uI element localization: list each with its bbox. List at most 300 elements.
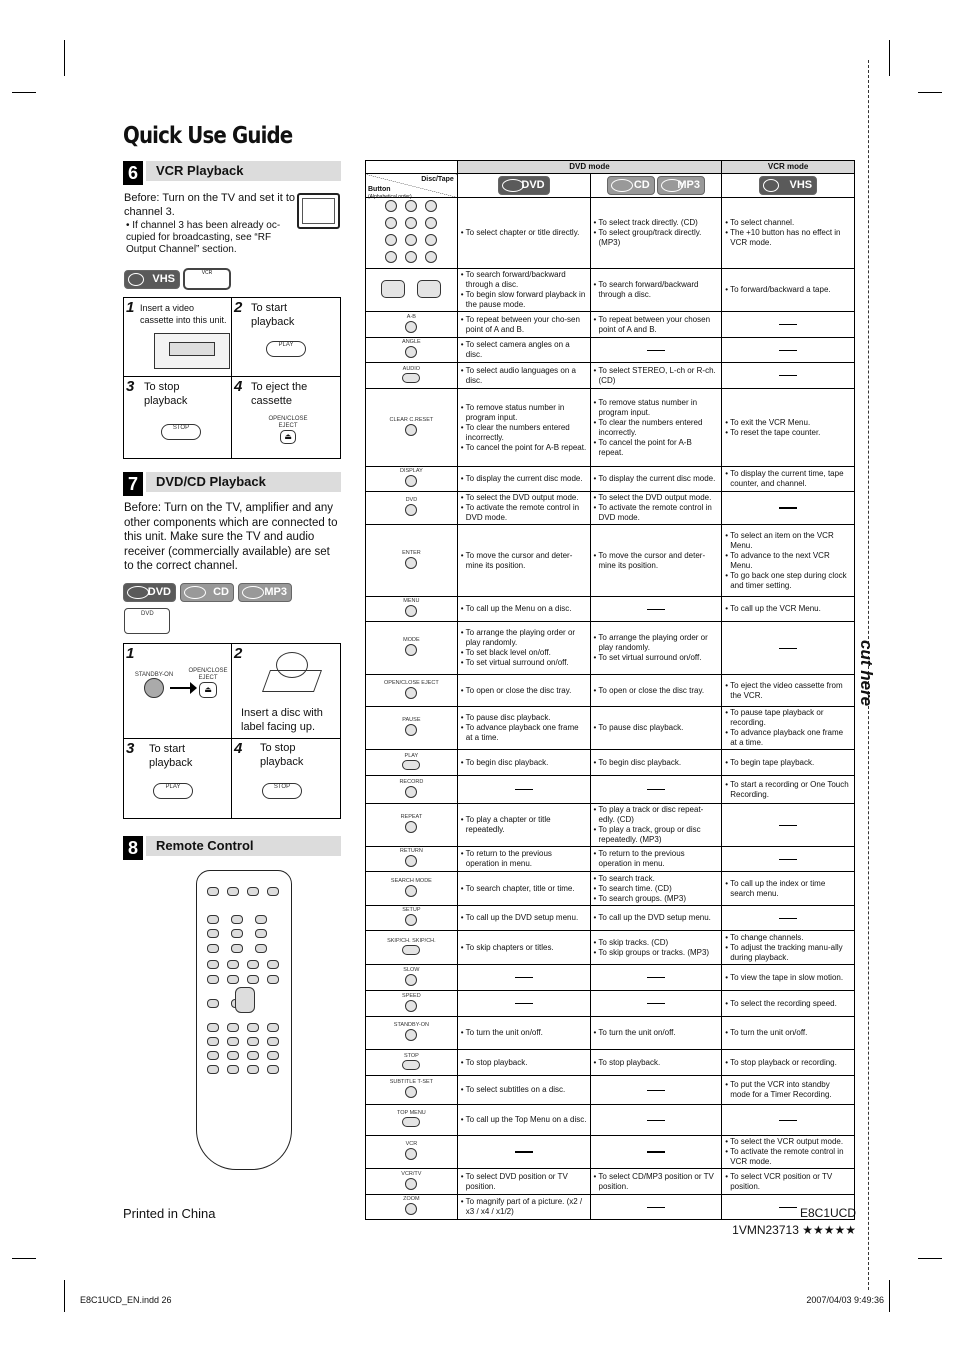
not-applicable-dash (647, 789, 665, 790)
dvd-description (457, 338, 590, 363)
remote-key (247, 1051, 259, 1060)
remote-key (207, 1023, 219, 1032)
table-row (366, 776, 855, 804)
step-text: To stop playback (260, 742, 304, 768)
remote-button-icon (405, 1148, 417, 1160)
description-item: • To select VCR position or TV position. (725, 1172, 851, 1192)
button-cell (366, 931, 458, 965)
button-cell (366, 965, 458, 991)
step-number: 3 (126, 740, 135, 757)
not-applicable-dash (779, 859, 797, 860)
remote-key (207, 999, 219, 1008)
remote-key (255, 944, 267, 953)
remote-key (247, 960, 259, 969)
button-label: SKIP/CH. SKIP/CH. (387, 937, 436, 944)
button-label: PAUSE (402, 717, 421, 723)
button-cell (366, 525, 458, 597)
description-item: • To skip groups or tracks. (MP3) (594, 948, 719, 958)
vcr-description (722, 707, 855, 750)
button-label: ZOOM (403, 1196, 420, 1202)
not-applicable-dash (779, 350, 797, 351)
remote-key (267, 1037, 279, 1046)
description-item: • To arrange the playing order or play randomly. (461, 628, 587, 648)
vcr-description (722, 389, 855, 467)
remote-button-icon (405, 424, 417, 436)
button-label: RETURN (399, 848, 423, 854)
button-cell (366, 269, 458, 312)
table-row (366, 1076, 855, 1105)
disc-insert-illustration (262, 646, 324, 702)
button-label: SPEED (402, 992, 421, 999)
section-number: 6 (123, 161, 143, 185)
arrow-icon (190, 682, 197, 694)
button-cell (366, 1136, 458, 1169)
remote-button-icon (405, 821, 417, 833)
remote-button-icon (402, 1060, 420, 1070)
step-text: Insert a video cassette into this unit. (140, 303, 227, 325)
not-applicable-dash (647, 977, 665, 978)
crop-mark (889, 1280, 890, 1312)
button-cell (366, 622, 458, 675)
crop-mark (918, 92, 942, 93)
eject-label: OPEN/CLOSE EJECT (268, 416, 308, 429)
cd-description (590, 750, 722, 776)
button-cell (366, 804, 458, 847)
remote-key (227, 1065, 239, 1074)
remote-key (267, 887, 279, 896)
description-item: • To play a chapter or title repeatedly. (461, 815, 587, 835)
button-label: SLOW (403, 966, 420, 973)
vcr-description (722, 847, 855, 872)
vcr-description (722, 597, 855, 622)
cd-description (590, 622, 722, 675)
remote-button-icon (405, 1178, 417, 1190)
button-label: STOP (403, 1052, 419, 1059)
grid-divider (231, 643, 232, 819)
description-item: • To clear the numbers entered incorrectly. (594, 418, 719, 438)
grid-divider (123, 738, 341, 739)
remote-key (207, 1065, 219, 1074)
number-key-icon (405, 251, 417, 263)
not-applicable-dash (779, 825, 797, 826)
vcr-description (722, 991, 855, 1017)
remote-key (207, 944, 219, 953)
vcr-description (722, 1136, 855, 1169)
description-item: • To display the current disc mode. (594, 474, 719, 484)
mp3-badge: MP3 (238, 583, 292, 602)
not-applicable-dash (515, 1003, 533, 1004)
description-item: • To select chapter or title directly. (461, 228, 587, 238)
description-item: • To eject the video cassette from the VCR. (725, 681, 851, 701)
remote-key (231, 915, 243, 924)
cd-badge: CD (607, 176, 655, 195)
step-text: To stop playback (144, 381, 188, 407)
remote-key (207, 887, 219, 896)
cd-description (590, 363, 722, 389)
step-text: To start playback (251, 302, 295, 328)
step-text: Insert a disc with label facing up. (241, 707, 323, 733)
dvd-description (457, 847, 590, 872)
remote-button-icon (405, 1203, 417, 1215)
number-key-icon (425, 234, 437, 246)
button-label: PLAY (404, 752, 419, 759)
cd-description (590, 1050, 722, 1076)
remote-key (231, 929, 243, 938)
description-item: • To stop playback. (594, 1058, 719, 1068)
table-row (366, 707, 855, 750)
description-item: • To begin tape playback. (725, 758, 851, 768)
dvd-mode-header: DVD mode (457, 161, 721, 174)
vhs-badge: VHS (759, 176, 817, 195)
description-item: • To select DVD position or TV position. (461, 1172, 587, 1192)
button-label: TOP MENU (396, 1110, 426, 1116)
cd-description (590, 198, 722, 269)
description-item: • To display the current time, tape counter, and channel. (725, 469, 851, 489)
description-item: • To adjust the tracking manu-ally during playback. (725, 943, 851, 963)
table-row (366, 1105, 855, 1136)
remote-button-icon (405, 346, 417, 358)
vcr-description (722, 965, 855, 991)
vcr-description (722, 198, 855, 269)
cd-description (590, 872, 722, 906)
stop-button[interactable]: STOP (161, 424, 201, 440)
vcr-description (722, 1017, 855, 1050)
vcr-description (722, 906, 855, 931)
button-cell (366, 597, 458, 622)
table-row (366, 1169, 855, 1195)
description-item: • To return to the previous operation in menu. (461, 849, 587, 869)
description-item: • To call up the VCR Menu. (725, 604, 851, 614)
number-key-icon (385, 251, 397, 263)
standby-button[interactable] (144, 678, 164, 698)
page-title: Quick Use Guide (123, 123, 293, 149)
button-cell (366, 707, 458, 750)
before-text: Before: Turn on the TV, amplifier and any other components which are connected to this unit. Make sure the TV and audio receiver (commercially available) are set to the correct channel. (124, 502, 338, 572)
table-row (366, 872, 855, 906)
description-item: • To advance to the next VCR Menu. (725, 551, 851, 571)
dvd-description (457, 389, 590, 467)
button-cell (366, 363, 458, 389)
description-item: • To set black level on/off. (461, 648, 587, 658)
not-applicable-dash (515, 789, 533, 790)
cut-here-label: cut here (857, 640, 876, 707)
section-title: DVD/CD Playback (146, 472, 341, 492)
number-key-icon (425, 200, 437, 212)
dvd-description (457, 872, 590, 906)
remote-button-icon (405, 855, 417, 867)
description-item: • To pause tape playback or recording. (725, 708, 851, 728)
description-item: • To set virtual surround on/off. (461, 658, 587, 668)
description-item: • To open or close the disc tray. (594, 686, 719, 696)
description-item: • To activate the remote control in VCR mode. (725, 1147, 851, 1167)
description-item: • To select STEREO, L-ch or R-ch. (CD) (594, 366, 719, 386)
crop-mark (12, 92, 36, 93)
step-text: To eject the cassette (251, 381, 308, 407)
remote-button-icon (402, 373, 420, 383)
file-name: E8C1UCD_EN.indd 26 (80, 1295, 172, 1305)
dvd-description (457, 492, 590, 525)
remote-button-icon (402, 945, 420, 955)
remote-key (227, 1037, 239, 1046)
cd-description (590, 389, 722, 467)
button-label: SETUP (402, 907, 421, 913)
table-row (366, 597, 855, 622)
description-item: • To repeat between your cho-sen point of A and B. (461, 315, 587, 335)
description-item: • To put the VCR into standby mode for a Timer Recording. (725, 1080, 851, 1100)
remote-key (247, 1023, 259, 1032)
button-cell (366, 492, 458, 525)
button-label: MODE (403, 637, 420, 643)
corner-cell: Disc/Tape Button (Alphabetical order) (366, 174, 458, 198)
remote-button-icon (405, 1029, 417, 1041)
vcr-cassette-icon: VCR (183, 268, 231, 290)
button-cell (366, 847, 458, 872)
remote-key (247, 975, 259, 984)
table-row (366, 965, 855, 991)
cd-description (590, 525, 722, 597)
remote-key (267, 960, 279, 969)
remote-button-icon (405, 1000, 417, 1012)
cd-description (590, 492, 722, 525)
table-row (366, 363, 855, 389)
table-row (366, 467, 855, 492)
cd-description (590, 675, 722, 707)
vcr-description (722, 931, 855, 965)
remote-key (231, 944, 243, 953)
play-button[interactable]: PLAY (266, 341, 306, 357)
cd-description (590, 707, 722, 750)
dvd-tray-icon: DVD (124, 608, 170, 634)
button-label: VCR (405, 1141, 418, 1147)
vcr-description (722, 804, 855, 847)
printed-in: Printed in China (123, 1206, 216, 1221)
button-cell (366, 675, 458, 707)
mp3-badge: MP3 (657, 176, 705, 195)
eject-button[interactable]: ⏏ (280, 430, 296, 444)
grid-divider (123, 376, 341, 377)
dvd-description (457, 906, 590, 931)
remote-button-icon (405, 885, 417, 897)
cd-description (590, 467, 722, 492)
crop-mark (918, 1258, 942, 1259)
dvd-description (457, 991, 590, 1017)
button-label: DISPLAY (399, 468, 423, 474)
not-applicable-dash (779, 918, 797, 919)
description-item: • To call up the Menu on a disc. (461, 604, 587, 614)
not-applicable-dash (647, 350, 665, 351)
table-row (366, 492, 855, 525)
remote-key (207, 975, 219, 984)
description-item: • To remove status number in program input. (461, 403, 587, 423)
description-item: • To view the tape in slow motion. (725, 973, 851, 983)
remote-key (207, 929, 219, 938)
crop-mark (889, 40, 890, 76)
cd-description (590, 1195, 722, 1220)
number-key-icon (425, 217, 437, 229)
cd-description (590, 906, 722, 931)
table-row (366, 269, 855, 312)
description-item: • To repeat between your chosen point of A and B. (594, 315, 719, 335)
button-label: STANDBY-ON (393, 1022, 429, 1028)
description-item: • To move the cursor and deter-mine its position. (461, 551, 587, 571)
description-item: • To activate the remote control in DVD mode. (461, 503, 587, 523)
cd-description (590, 776, 722, 804)
remote-key (267, 1023, 279, 1032)
button-label: MENU (403, 598, 420, 604)
remote-key (207, 1037, 219, 1046)
button-cell (366, 467, 458, 492)
description-item: • To call up the DVD setup menu. (594, 913, 719, 923)
description-item: • To call up the Top Menu on a disc. (461, 1115, 587, 1125)
remote-button-icon (405, 724, 417, 736)
table-row (366, 804, 855, 847)
step-number: 2 (234, 645, 243, 662)
description-item: • To turn the unit on/off. (594, 1028, 719, 1038)
description-item: • To select the recording speed. (725, 999, 851, 1009)
description-item: • To exit the VCR Menu. (725, 418, 851, 428)
description-item: • To move the cursor and deter-mine its position. (594, 551, 719, 571)
button-label: OPEN/CLOSE EJECT (384, 679, 439, 686)
dvd-description (457, 467, 590, 492)
section-number: 7 (123, 472, 143, 496)
cd-description (590, 1136, 722, 1169)
remote-key (255, 929, 267, 938)
description-item: • To cancel the point for A-B repeat. (461, 443, 587, 453)
description-item: • To advance playback one frame at a time. (725, 728, 851, 748)
remote-button-icon (405, 786, 417, 798)
not-applicable-dash (515, 1151, 533, 1153)
vcr-description (722, 312, 855, 338)
play-button[interactable]: PLAY (153, 783, 193, 799)
dvd-description (457, 965, 590, 991)
dvd-description (457, 1195, 590, 1220)
grid-divider (231, 297, 232, 459)
model-code: E8C1UCD (800, 1206, 857, 1220)
dvd-description (457, 1076, 590, 1105)
description-item: • To remove status number in program input. (594, 398, 719, 418)
description-item: • To search chapter, title or time. (461, 884, 587, 894)
button-label: CLEAR C.RESET (389, 416, 434, 423)
remote-button-icon (405, 605, 417, 617)
vcr-description (722, 675, 855, 707)
remote-button-icon (405, 504, 417, 516)
remote-key (227, 887, 239, 896)
rewind-icon (381, 280, 405, 298)
note-text: • If channel 3 has been already oc-cupied for broadcasting, see “RF Output Channel” section. (126, 220, 281, 255)
button-cell (366, 312, 458, 338)
remote-button-icon (405, 475, 417, 487)
dvd-description (457, 675, 590, 707)
table-row (366, 338, 855, 363)
description-item: • To arrange the playing order or play randomly. (594, 633, 719, 653)
vcr-description (722, 1076, 855, 1105)
dvd-description (457, 707, 590, 750)
description-item: • To play a track, group or disc repeatedly. (MP3) (594, 825, 719, 845)
remote-key (227, 960, 239, 969)
not-applicable-dash (779, 324, 797, 325)
description-item: • To select audio languages on a disc. (461, 366, 587, 386)
table-row (366, 906, 855, 931)
dvd-badge-cell (457, 174, 590, 198)
dvd-description (457, 525, 590, 597)
dvd-description (457, 269, 590, 312)
number-key-icon (405, 234, 417, 246)
cd-description (590, 1017, 722, 1050)
vcr-description (722, 622, 855, 675)
vcr-description (722, 750, 855, 776)
description-item: • To skip tracks. (CD) (594, 938, 719, 948)
eject-button[interactable]: ⏏ (199, 682, 217, 698)
stop-button[interactable]: STOP (262, 783, 302, 799)
vcr-description (722, 1050, 855, 1076)
remote-key (267, 1065, 279, 1074)
not-applicable-dash (779, 507, 797, 509)
remote-button-icon (405, 687, 417, 699)
description-item: • To play a track or disc repeat-edly. (CD) (594, 805, 719, 825)
button-cell (366, 1076, 458, 1105)
button-cell (366, 198, 458, 269)
button-guide-table (365, 160, 855, 1220)
dvd-description (457, 804, 590, 847)
cd-description (590, 312, 722, 338)
remote-button-icon (405, 974, 417, 986)
description-item: • To cancel the point for A-B repeat. (594, 438, 719, 458)
remote-button-icon (405, 557, 417, 569)
description-item: • To turn the unit on/off. (725, 1028, 851, 1038)
table-row (366, 312, 855, 338)
number-key-icon (405, 217, 417, 229)
table-row (366, 750, 855, 776)
description-item: • To clear the numbers entered incorrectly. (461, 423, 587, 443)
description-item: • To select the DVD output mode. (594, 493, 719, 503)
remote-button-icon (405, 644, 417, 656)
cd-description (590, 1076, 722, 1105)
dvd-description (457, 1169, 590, 1195)
button-label: SUBTITLE T-SET (389, 1079, 434, 1085)
step-number: 1 (126, 299, 135, 316)
vcr-description (722, 467, 855, 492)
table-row (366, 198, 855, 269)
description-item: • To set virtual surround on/off. (594, 653, 719, 663)
vcr-description (722, 269, 855, 312)
table-row (366, 1050, 855, 1076)
remote-button-icon (402, 760, 420, 770)
step-number: 1 (126, 645, 135, 662)
button-cell (366, 1105, 458, 1136)
step-number: 3 (126, 378, 135, 395)
button-label: A-B (406, 313, 416, 320)
file-date: 2007/04/03 9:49:36 (806, 1295, 884, 1305)
dvd-description (457, 363, 590, 389)
section-number: 8 (123, 836, 143, 860)
description-item: • To begin slow forward playback in the pause mode. (461, 290, 587, 310)
not-applicable-dash (647, 1003, 665, 1004)
description-item: • To select CD/MP3 position or TV position. (594, 1172, 719, 1192)
dvd-description (457, 1017, 590, 1050)
table-row (366, 1136, 855, 1169)
button-cell (366, 389, 458, 467)
table-row (366, 931, 855, 965)
vcr-description (722, 872, 855, 906)
button-cell (366, 1050, 458, 1076)
remote-button-icon (405, 321, 417, 333)
before-text: Before: Turn on the TV and set it to channel 3. (124, 192, 296, 218)
description-item: • To start a recording or One Touch Recording. (725, 780, 851, 800)
not-applicable-dash (647, 1207, 665, 1208)
dvd-description (457, 750, 590, 776)
button-label: RECORD (399, 778, 424, 785)
description-item: • To begin disc playback. (594, 758, 719, 768)
